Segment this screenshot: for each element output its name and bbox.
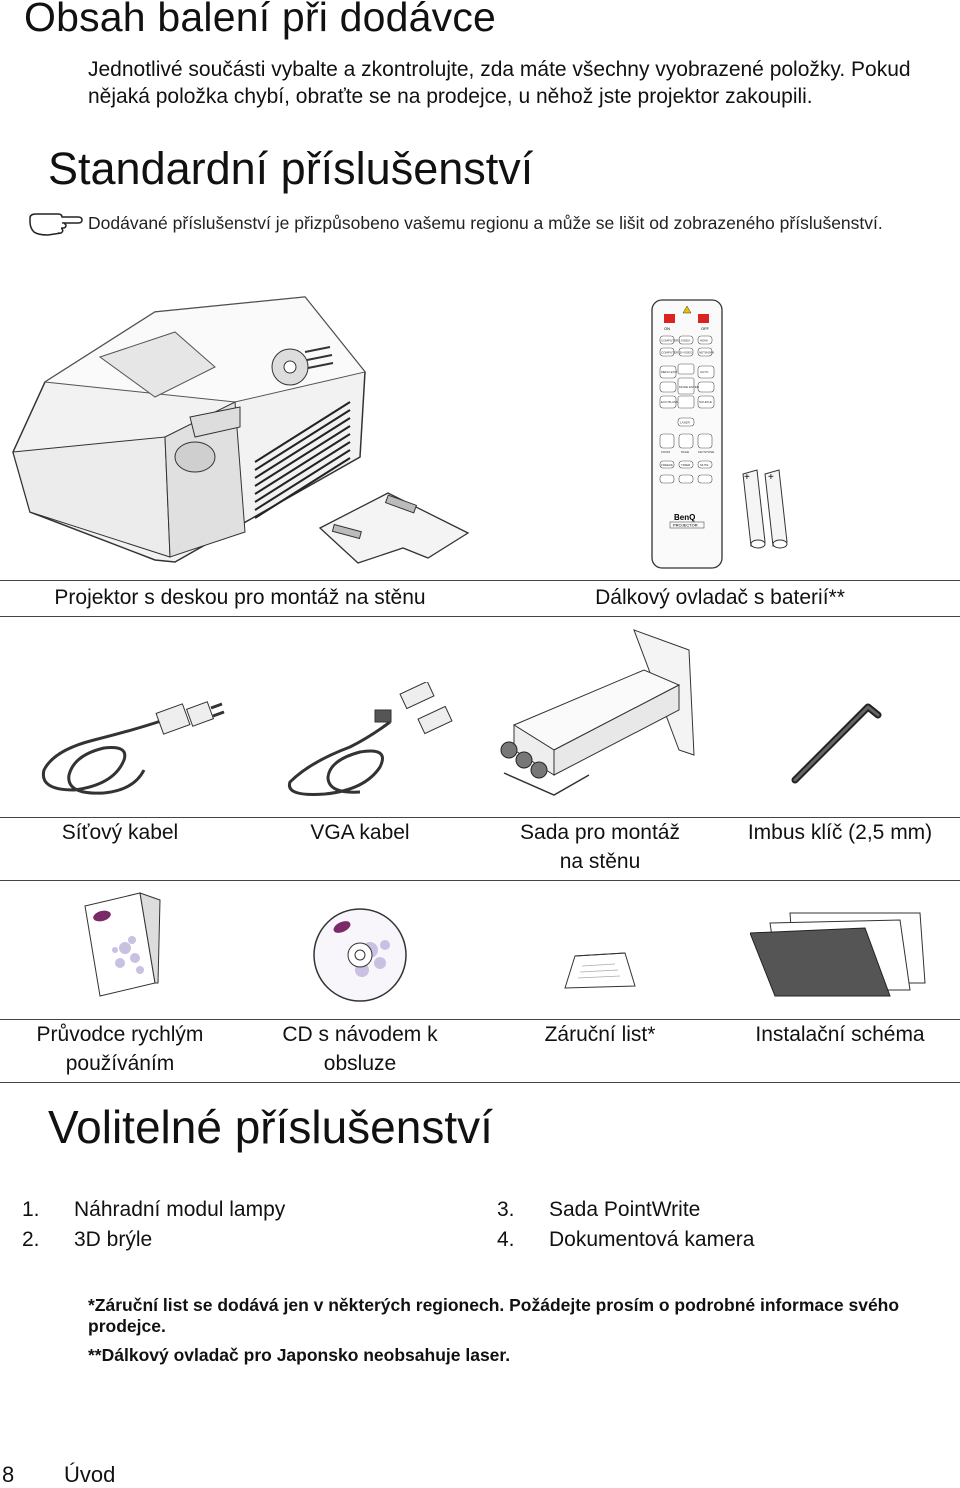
optional-item: 2. 3D brýle (22, 1228, 153, 1251)
remote-zoom-label: ZOOM (661, 450, 670, 454)
remote-projector-label: PROJECTOR (673, 522, 698, 528)
footnote-warranty: *Záruční list se dodává jen v některých regionech. Požádejte prosím o podrobné informace svého prodejce. (88, 1295, 900, 1336)
note-hand-icon (28, 208, 84, 238)
optional-accessories-heading: Volitelné příslušenství (48, 1101, 493, 1153)
remote-svideo-label: S-VIDEO (680, 350, 693, 355)
optional-item: 4. Dokumentová kamera (497, 1228, 755, 1251)
page-number: 8 (2, 1462, 15, 1487)
caption-hex-key: Imbus klíč (2,5 mm) (747, 821, 933, 844)
quick-guide-image (80, 888, 165, 1000)
standard-accessories-heading: Standardní příslušenství (48, 143, 534, 194)
remote-image (650, 298, 725, 573)
intro-paragraph: Jednotlivé součásti vybalte a zkontrolujte, zda máte všechny vyobrazené položky. Pokud nějaká položka chybí, obraťte se na prodejce, u něhož jste projektor zakoupili. (88, 58, 911, 108)
remote-laser-label: LASER (680, 420, 690, 425)
remote-brand-label: BenQ (674, 513, 696, 522)
vga-cable-image (270, 682, 460, 807)
caption-warranty: Záruční list* (544, 1023, 656, 1046)
remote-timer-label: TIMER (681, 463, 691, 467)
caption-wall-mount: Sada pro montáž na stěnu (520, 821, 680, 873)
remote-page-label: PAGE (681, 450, 690, 454)
remote-mute-label: MUTE (700, 463, 709, 467)
caption-projector: Projektor s deskou pro montáž na stěnu (54, 586, 426, 609)
svg-text:+: + (768, 472, 774, 483)
note-text: Dodávané příslušenství je přizpůsobeno vašemu regionu a může se lišit od zobrazeného příslušenství. (88, 213, 883, 233)
caption-vga-cable: VGA kabel (310, 821, 410, 844)
caption-power-cable: Síťový kabel (61, 821, 179, 844)
hex-key-image (790, 695, 885, 790)
batteries-image (735, 462, 795, 552)
remote-hdmi-label: HDMI (700, 338, 708, 343)
optional-list-right (497, 1195, 754, 1255)
page-title: Obsah balení při dodávce (24, 0, 497, 40)
svg-text:+: + (744, 472, 750, 483)
caption-remote: Dálkový ovladač s baterií** (595, 586, 845, 609)
remote-computer2-label: COMPUTER 2 (661, 350, 681, 355)
wall-mount-kit-image (494, 625, 704, 805)
remote-auto-label: AUTO (700, 370, 709, 374)
remote-eco-label: ECO BLANK (661, 400, 679, 404)
power-cable-image (14, 690, 234, 805)
remote-keystone-label: KEYSTONE (698, 450, 715, 454)
section-name: Úvod (64, 1462, 116, 1487)
remote-source-label: SOURCE (699, 400, 712, 404)
remote-computer1-label: COMPUTER 1 (661, 338, 681, 343)
optional-item: 1. Náhradní modul lampy (22, 1198, 286, 1221)
remote-freeze-label: FREEZE (661, 463, 673, 467)
optional-item: 3. Sada PointWrite (497, 1198, 701, 1221)
installation-diagram-image (750, 908, 930, 998)
warranty-card-image (560, 948, 640, 998)
remote-video-label: VIDEO (681, 338, 691, 343)
footnote-remote: **Dálkový ovladač pro Japonsko neobsahuje laser. (88, 1345, 511, 1365)
remote-network-label: NETWORK (699, 350, 715, 355)
remote-off-label: OFF (701, 326, 709, 331)
caption-install-diagram: Instalační schéma (755, 1023, 925, 1046)
cd-image (310, 905, 410, 1005)
remote-on-label: ON (664, 326, 670, 331)
remote-menu-label: MENU EXIT (661, 370, 678, 374)
caption-quick-guide: Průvodce rychlým používáním (36, 1023, 204, 1075)
wall-plate-image (318, 488, 473, 568)
caption-cd: CD s návodem k obsluze (282, 1023, 438, 1075)
remote-mode-label: MODE ENTER (679, 385, 700, 389)
optional-list-left (22, 1195, 285, 1255)
